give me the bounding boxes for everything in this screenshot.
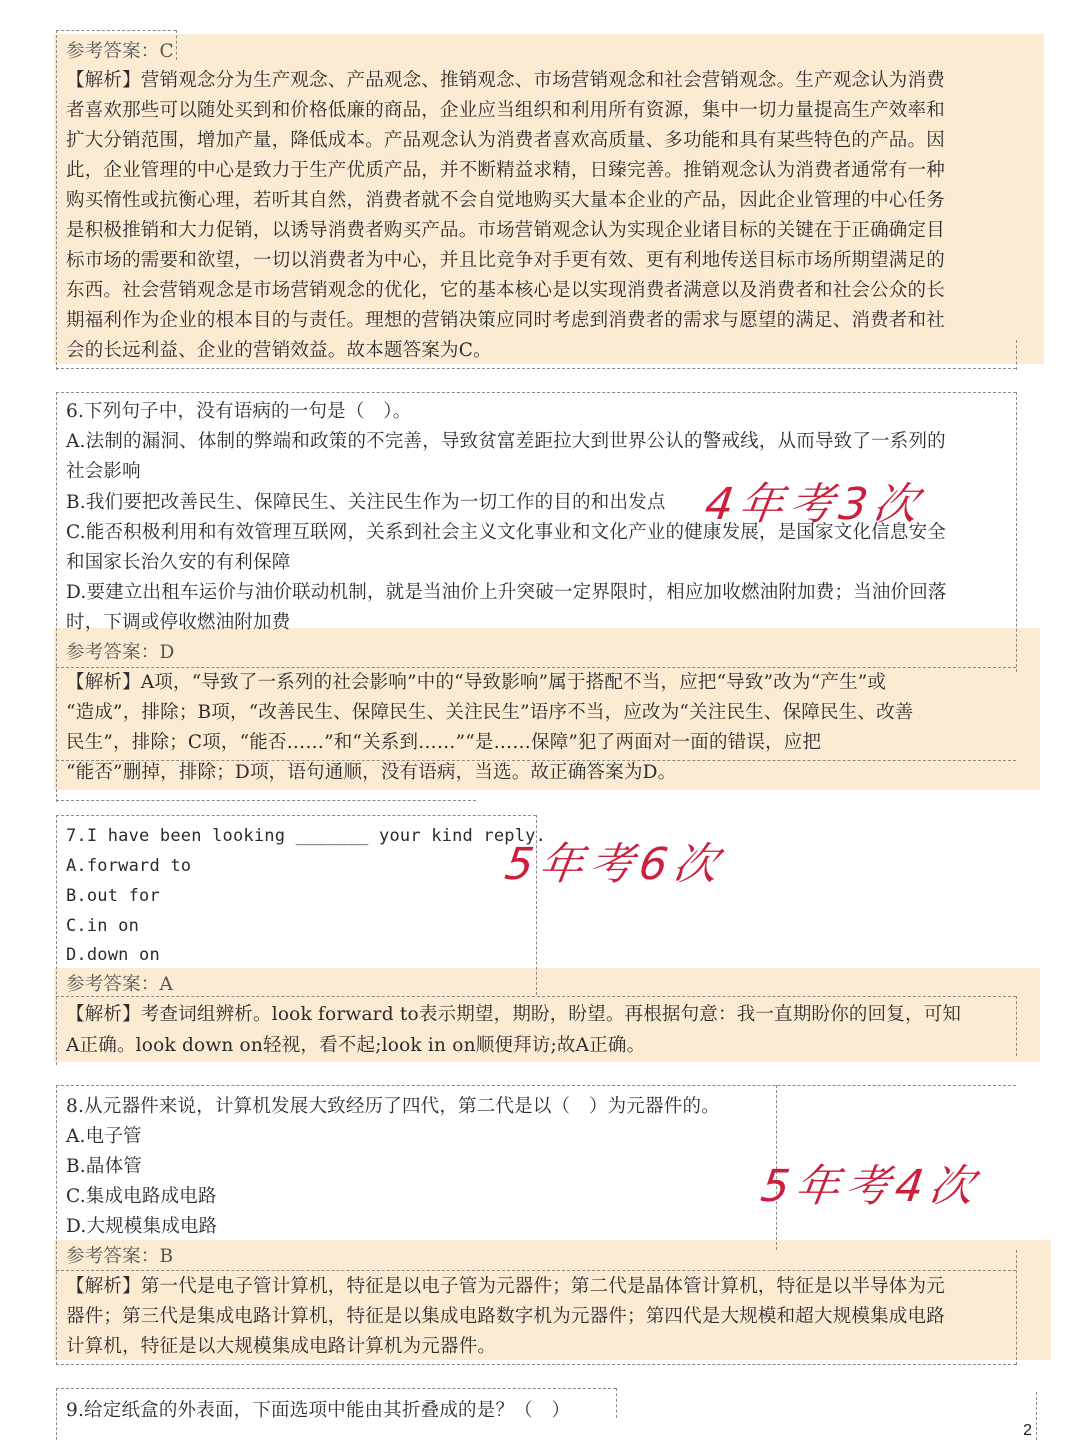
q6-option-line: D.要建立出租车运价与油价联动机制，就是当油价上升突破一定界限时，相应加收燃油附加费；当油价回落 (66, 582, 947, 603)
divider (1016, 392, 1017, 672)
q5-analysis-line: 者喜欢那些可以随处买到和价格低廉的商品，企业应当组织和利用所有资源，集中一切力量提高生产效率和 (66, 100, 945, 121)
divider (1016, 1250, 1017, 1365)
q8-option: A.电子管 (66, 1126, 142, 1147)
q5-answer: 参考答案：C (66, 41, 174, 62)
q8-option: B.晶体管 (66, 1156, 142, 1177)
q6-option-line: 时，下调或停收燃油附加费 (66, 612, 291, 633)
q7-frequency-note: 5年考6次 (501, 839, 727, 890)
divider (56, 30, 176, 31)
q5-analysis-line: 扩大分销范围，增加产量，降低成本。产品观念认为消费者喜欢高质量、多功能和具有某些特色的产品。因 (66, 130, 945, 151)
q8-analysis-line: 计算机，特征是以大规模集成电路计算机为元器件。 (66, 1336, 497, 1357)
q5-analysis-line: 此，企业管理的中心是致力于生产优质产品，并不断精益求精，日臻完善。推销观念认为消费者通常有一种 (66, 160, 945, 181)
divider (56, 30, 57, 370)
divider (1036, 1392, 1037, 1440)
q6-frequency-note: 4年考3次 (701, 479, 927, 530)
divider (56, 996, 1016, 997)
divider (56, 1085, 57, 1365)
q8-question: 8.从元器件来说，计算机发展大致经历了四代，第二代是以（ ）为元器件的。 (66, 1096, 720, 1117)
q6-question: 6.下列句子中，没有语病的一句是（ ）。 (66, 401, 412, 422)
divider (56, 1270, 1016, 1271)
q6-analysis-line: “能否”删掉，排除；D项，语句通顺，没有语病，当选。故正确答案为D。 (66, 762, 677, 783)
q7-option: C.in on (66, 916, 140, 936)
q5-analysis-line: 期福利作为企业的根本目的与责任。理想的营销决策应同时考虑到消费者的需求与愿望的满足、消费者和社 (66, 310, 945, 331)
q5-analysis-line: 东西。社会营销观念是市场营销观念的优化，它的基本核心是以实现消费者满意以及消费者和社会公众的长 (66, 280, 945, 301)
q6-analysis-line: 【解析】A项，“导致了一系列的社会影响”中的“导致影响”属于搭配不当，应把“导致”改为“产生”或 (66, 672, 887, 693)
q5-analysis-line: 【解析】营销观念分为生产观念、产品观念、推销观念、市场营销观念和社会营销观念。生产观念认为消费 (66, 70, 945, 91)
q6-answer: 参考答案：D (66, 642, 175, 663)
q9-question: 9.给定纸盒的外表面，下面选项中能由其折叠成的是？（ ） (66, 1400, 571, 1421)
q6-option-line: A.法制的漏洞、体制的弊端和政策的不完善，导致贫富差距拉大到世界公认的警戒线，从而导致了一系列的 (66, 431, 946, 452)
divider (616, 1388, 617, 1418)
q8-analysis-line: 【解析】第一代是电子管计算机，特征是以电子管为元器件；第二代是晶体管计算机，特征是以半导体为元 (66, 1276, 945, 1297)
divider (56, 815, 57, 1065)
divider (56, 392, 1016, 393)
q6-analysis-line: 民生”，排除；C项，“能否……”和“关系到……”“是……保障”犯了两面对一面的错误，应把 (66, 732, 822, 753)
divider (1016, 996, 1017, 1056)
q7-analysis-line: A正确。look down on轻视，看不起;look in on顺便拜访;故A正确。 (66, 1035, 646, 1056)
q7-question: 7.I have been looking _______ your kind reply. (66, 826, 547, 846)
divider (56, 392, 57, 802)
q7-analysis-line: 【解析】考查词组辨析。look forward to表示期望，期盼，盼望。再根据句意：我一直期盼你的回复，可知 (66, 1004, 962, 1025)
page-number: 2 (1023, 1422, 1032, 1439)
q6-option-line: B.我们要把改善民生、保障民生、关注民生作为一切工作的目的和出发点 (66, 492, 666, 513)
q6-analysis-line: “造成”，排除；B项，“改善民生、保障民生、关注民生”语序不当，应改为“关注民生、保障民生、改善 (66, 702, 914, 723)
q5-analysis-line: 会的长远利益、企业的营销效益。故本题答案为C。 (66, 340, 492, 361)
divider (56, 1388, 616, 1389)
q7-option: A.forward to (66, 856, 192, 876)
divider (56, 1364, 1016, 1365)
q8-option: C.集成电路成电路 (66, 1186, 217, 1207)
q5-analysis-line: 标市场的需要和欲望，一切以消费者为中心，并且比竞争对手更有效、更有利地传送目标市场所期望满足的 (66, 250, 945, 271)
divider (56, 800, 476, 801)
q5-analysis-line: 购买惰性或抗衡心理，若听其自然，消费者就不会自觉地购买大量本企业的产品，因此企业管理的中心任务 (66, 190, 945, 211)
q6-option-line: 和国家长治久安的有利保障 (66, 552, 291, 573)
divider (56, 368, 1016, 369)
q7-option: D.down on (66, 945, 160, 965)
divider (56, 815, 536, 816)
q8-frequency-note: 5年考4次 (757, 1161, 983, 1212)
q6-option-line: C.能否积极利用和有效管理互联网，关系到社会主义文化事业和文化产业的健康发展，是国家文化信息安全 (66, 522, 946, 543)
divider (56, 1085, 1016, 1086)
q7-option: B.out for (66, 886, 160, 906)
divider (56, 1388, 57, 1440)
q8-answer: 参考答案：B (66, 1246, 174, 1267)
q8-analysis-line: 器件；第三代是集成电路计算机，特征是以集成电路数字机为元器件；第四代是大规模和超大规模集成电路 (66, 1306, 945, 1327)
q7-answer: 参考答案：A (66, 974, 174, 995)
q6-option-line: 社会影响 (66, 461, 141, 482)
q8-option: D.大规模集成电路 (66, 1216, 218, 1237)
divider (1016, 340, 1017, 370)
q5-analysis-line: 是积极推销和大力促销，以诱导消费者购买产品。市场营销观念认为实现企业诸目标的关键在于正确确定目 (66, 220, 945, 241)
divider (176, 30, 177, 60)
